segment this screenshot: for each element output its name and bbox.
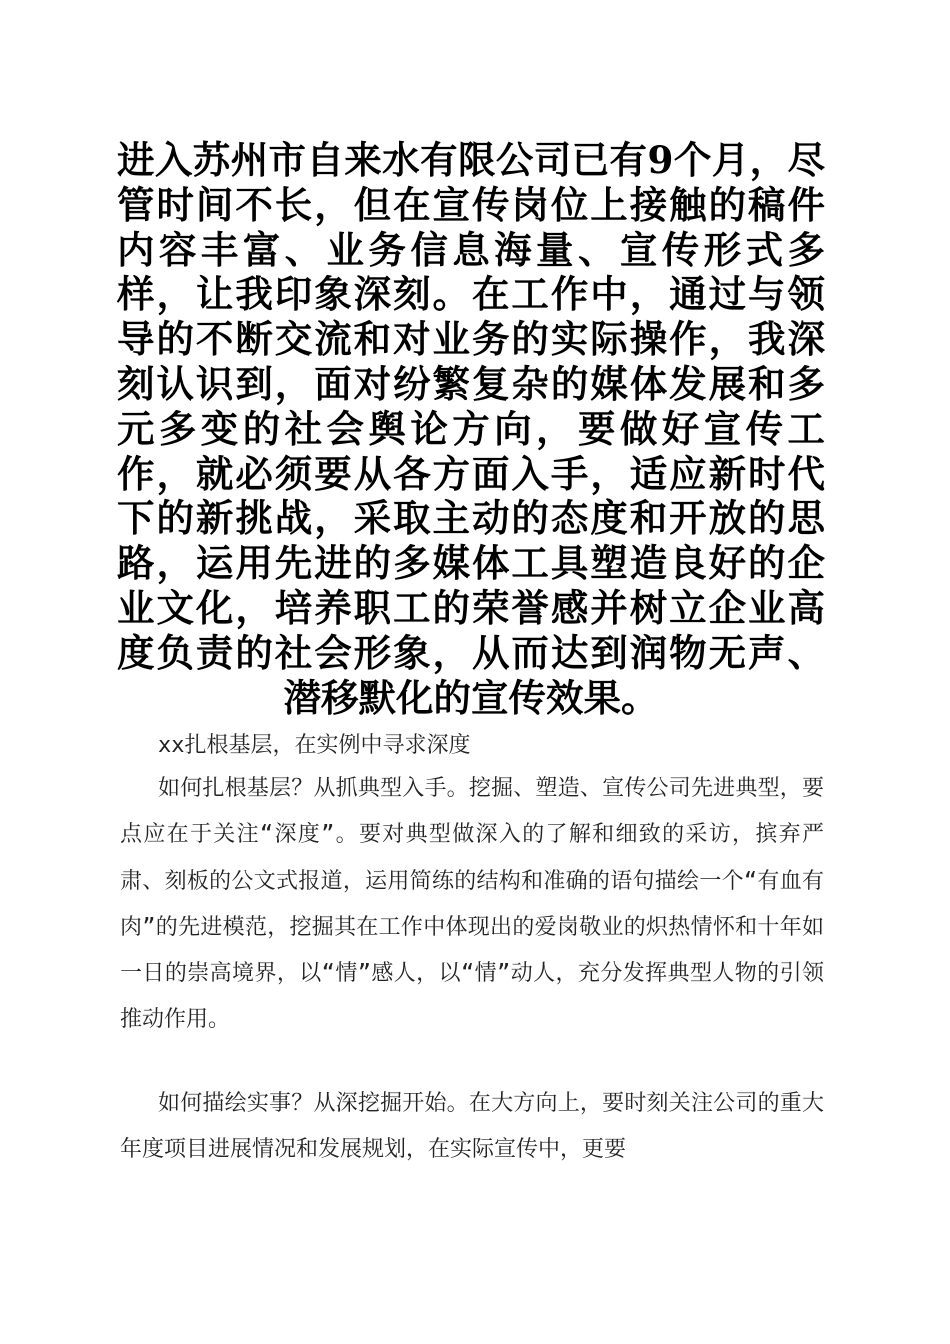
body-paragraph: 如何描绘实事？从深挖掘开始。在大方向上，要时刻关注公司的重大年度项目进展情况和发展规划，在实际宣传中，更要	[120, 1091, 824, 1163]
lead-paragraph: 进入苏州市自来水有限公司已有9个月，尽管时间不长，但在宣传岗位上接触的稿件内容丰富、业务信息海量、宣传形式多样，让我印象深刻。在工作中，通过与领导的不断交流和对业务的实际操作，我深刻认识到，面对纷繁复杂的媒体发展和多元多变的社会舆论方向，要做好宣传工作，就必须要从各方面入手，适应新时代下的新挑战，采取主动的态度和开放的思路，运用先进的多媒体工具塑造良好的企业文化，培养职工的荣誉感并树立企业高度负责的社会形象，从而达到润物无声、潜移默化的宣传效果。	[117, 138, 825, 720]
section-title: xx扎根基层，在实例中寻求深度	[158, 733, 471, 758]
body-paragraph: 如何扎根基层？从抓典型入手。挖掘、塑造、宣传公司先进典型，要点应在于关注“深度”。要对典型做深入的了解和细致的采访，摈弃严肃、刻板的公文式报道，运用简练的结构和准确的语句描绘一个“有血有肉”的先进模范，挖掘其在工作中体现出的爱岗敬业的炽热情怀和十年如一日的崇高境界，以“情”感人，以“情”动人，充分发挥典型人物的引领推动作用。	[120, 776, 824, 1033]
